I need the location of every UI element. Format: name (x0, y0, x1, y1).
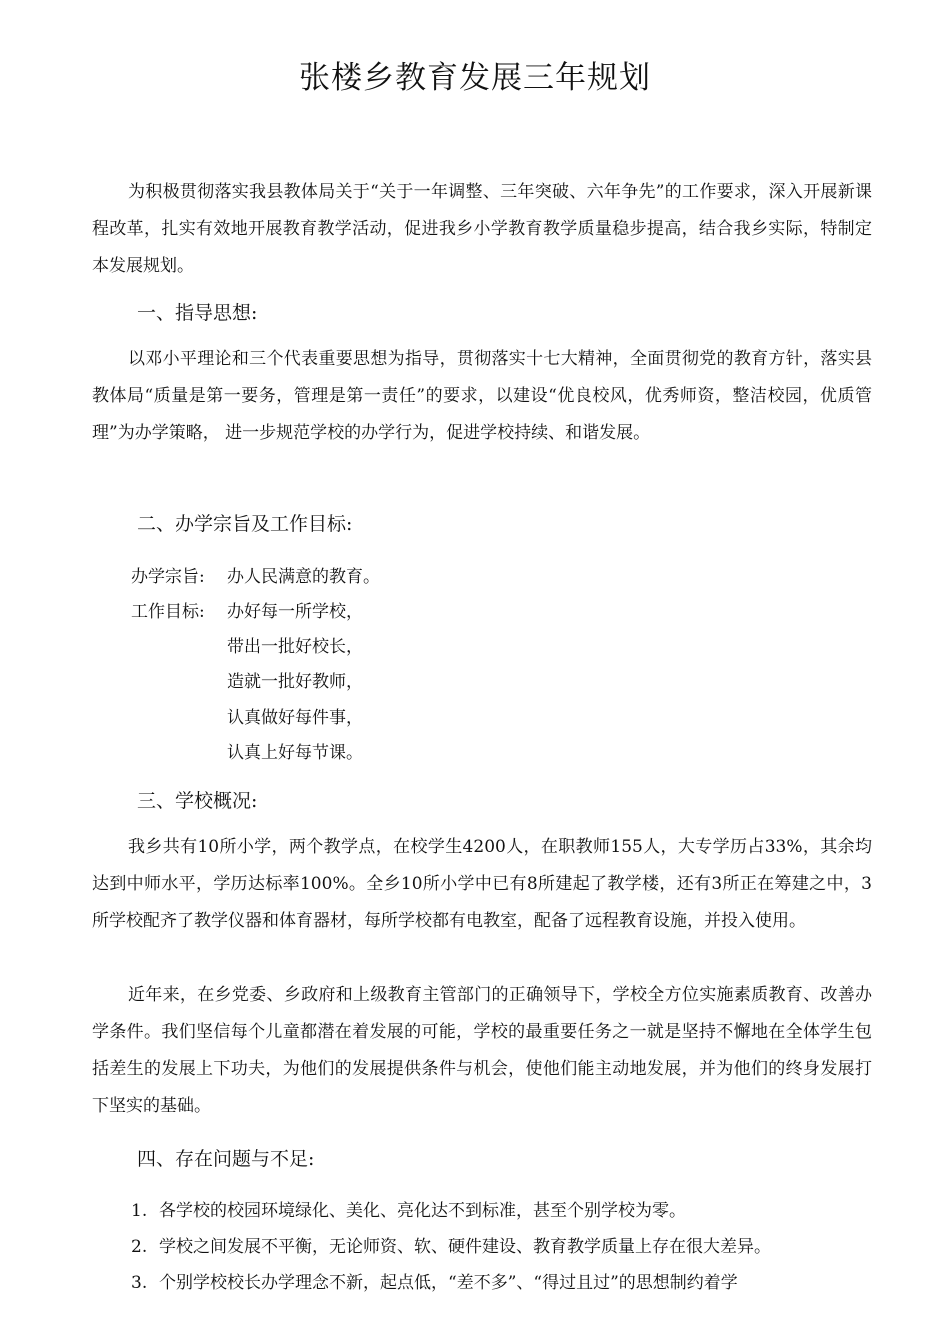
goal-item: 认真做好每件事， (227, 708, 363, 728)
list-item (131, 1268, 738, 1293)
goal-label: 工作目标: (131, 602, 205, 622)
goal-item: 办好每一所学校， (227, 602, 363, 622)
list-item-number: 1. (131, 1201, 148, 1221)
aim-text: 办人民满意的教育。 (227, 567, 380, 587)
list-item-number: 2. (131, 1237, 148, 1257)
school-overview-paragraph-2: 近年来，在乡党委、乡政府和上级教育主管部门的正确领导下，学校全方位实施素质教育、改善办学条件。我们坚信每个儿童都潜在着发展的可能，学校的最重要任务之一就是坚持不懈地在全体学生包括差生的发展上下功夫，为他们的发展提供条件与机会，使他们能主动地发展，并为他们的终身发展打下坚实的基础。 (92, 985, 872, 1116)
list-item (131, 1232, 771, 1257)
section-heading-problems: 四、存在问题与不足: (137, 1148, 315, 1170)
section-heading-aims-goals: 二、办学宗旨及工作目标: (137, 513, 353, 535)
list-item-text: 个别学校校长办学理念不新，起点低，“差不多”、“得过且过”的思想制约着学 (159, 1273, 738, 1293)
aim-label: 办学宗旨: (131, 567, 205, 587)
intro-paragraph: 为积极贯彻落实我县教体局关于“关于一年调整、三年突破、六年争先”的工作要求，深入开展新课程改革，扎实有效地开展教育教学活动，促进我乡小学教育教学质量稳步提高，结合我乡实际，特制定本发展规划。 (92, 182, 872, 276)
list-item-number: 3. (131, 1273, 148, 1293)
goal-item: 带出一批好校长， (227, 637, 363, 657)
list-item-text: 学校之间发展不平衡，无论师资、软、硬件建设、教育教学质量上存在很大差异。 (159, 1237, 771, 1257)
list-item-text: 各学校的校园环境绿化、美化、亮化达不到标准，甚至个别学校为零。 (159, 1201, 686, 1221)
goal-item: 造就一批好教师， (227, 672, 363, 692)
section-heading-school-overview: 三、学校概况: (137, 790, 258, 812)
list-item (131, 1196, 686, 1221)
school-overview-paragraph-1: 我乡共有10所小学，两个教学点，在校学生4200人，在职教师155人，大专学历占33%，其余均达到中师水平，学历达标率100%。全乡10所小学中已有8所建起了教学楼，还有3所正在筹建之中，3所学校配齐了教学仪器和体育器材，每所学校都有电教室，配备了远程教育设施，并投入使用。 (92, 837, 872, 931)
document-title: 张楼乡教育发展三年规划 (299, 60, 651, 96)
guiding-ideology-paragraph: 以邓小平理论和三个代表重要思想为指导，贯彻落实十七大精神，全面贯彻党的教育方针，落实县教体局“质量是第一要务，管理是第一责任”的要求，以建设“优良校风，优秀师资，整洁校园，优质管理”为办学策略， 进一步规范学校的办学行为，促进学校持续、和谐发展。 (92, 349, 872, 443)
section-heading-guiding-ideology: 一、指导思想: (137, 302, 258, 324)
goal-item: 认真上好每节课。 (227, 743, 363, 763)
